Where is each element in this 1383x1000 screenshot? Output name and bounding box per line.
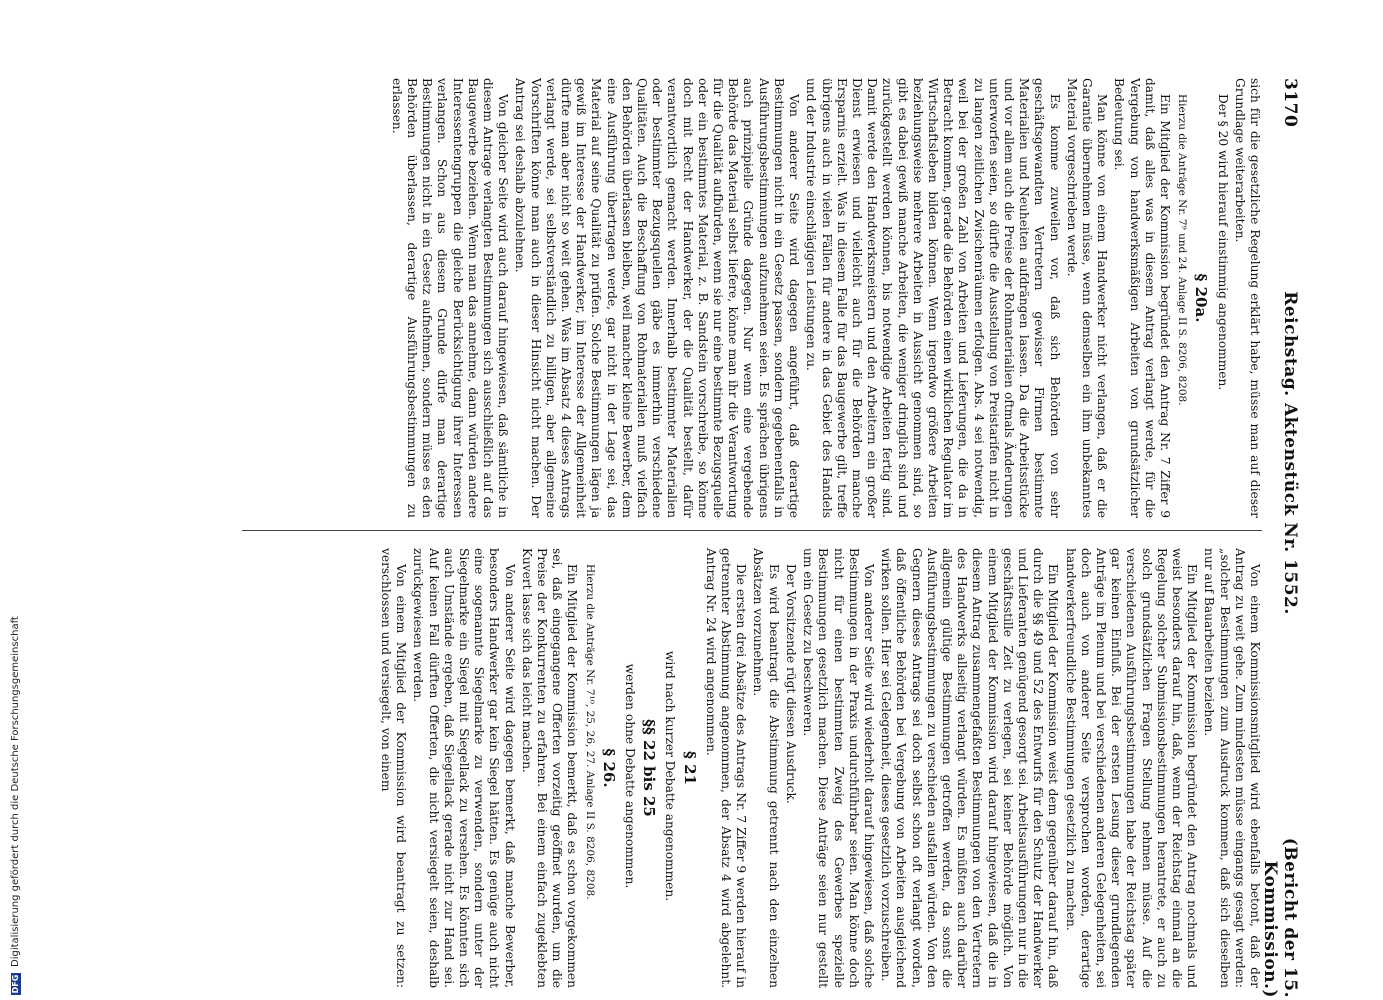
dfg-logo: DFG [10, 974, 20, 994]
paragraph: Der § 20 wird hierauf einstimmig angenommen. [1215, 94, 1230, 391]
section-heading: § 26. [599, 748, 618, 788]
paragraph: Von anderer Seite wird dagegen angeführt, daß derartige Bestimmungen nicht in ein Gesetz passen, sondern gegebenenfalls in Ausführungsbestimmungen aufzunehmen seien. Es sprächen übrigens auch prinzipielle Gründe dagegen. Nur wenn eine vergebende Behörde das Material selbst liefere, könne man ihr die Verantwortung für die Qualität aufbürden, wenn sie nur eine bestimmte Bezugsquelle oder ein bestimmtes Material, z. B. Sandstein vorschreibe, so könne doch mit Recht der Handwerker, der die Qualität bestellt, dafür verantwortlich gemacht werden. Innerhalb bestimmter Materialien oder bestimmter Bezugsquellen gäbe es immerhin verschiedene Qualitäten. Auch die Beschaffung von Rohmaterialien muß vielfach den Behörden überlassen bleiben, weil mancher kleine Bewerber, dem eine Ausführung übertragen werde, gar nicht in der Lage sei, das Material auf seine Qualität zu prüfen. Solche Bestimmungen lägen ja gewiß im Interesse der Handwerker, im Interesse der Allgemeinheit dürfte man aber nicht so weit gehen. Was im Absatz 4 dieses Antrags verlangt werde, sei selbstverständlich zu billigen, aber allgemeine Vorschriften könne man auch in dieser Hinsicht nicht machen. Der Antrag sei deshalb abzulehnen. [513, 78, 802, 518]
paragraph: Die ersten drei Absätze des Antrags Nr. 7 Ziffer 9 werden hierauf in getrennter Abstimmung angenommen, der Absatz 4 wird abgelehnt. Antrag Nr. 24 wird angenommen. [703, 548, 749, 988]
section-heading: §§ 22 bis 25 [640, 719, 659, 817]
paragraph: Ein Mitglied der Kommission begründet den Antrag nochmals und weist besonders darauf hin, daß, wenn der Reichstag einmal an die Regelung solcher Submissionsbestimmungen herantrete, er auch zu solch grundsätzlichen Fragen Stellung nehmen müsse. Auf die verschiedenen Ausführungsbestimmungen habe der Reichstag später gar keinen Einfluß. Bei der ersten Lesung dieser grundlegenden Anträge im Plenum und bei verschiedenen anderen Gelegenheiten, sei doch auch von anderer Seite versprochen worden, derartige handwerkerfreundliche Bestimmungen gesetzlich zu machen. [1063, 548, 1200, 988]
page-header [1260, 78, 1300, 998]
paragraph: Von anderer Seite wird dagegen bemerkt, daß manche Bewerber, besonders Handwerker gar kein Siegel hätten. Es genüge auch nicht eine sogenannte Siegelmarke zu verwenden, sondern unter der Siegelmarke ein Siegel mit Siegellack zu versehen. Es könnten sich auch Umstände ergeben, daß Siegellack gerade nicht zur Hand sei. Auf keinen Fall dürften Offerten, die nicht versiegelt seien, deshalb zurückgewiesen werden. [411, 548, 517, 988]
section-note: Hierzu die Anträge Nr. 7⁹ und 24. Anlage II S. 8206, 8208. [1176, 94, 1189, 406]
digitization-credit [10, 616, 21, 995]
left-column [387, 78, 1262, 518]
section-text: werden ohne Debatte angenommen. [623, 663, 638, 889]
section-note: Hierzu die Anträge Nr. 7¹⁰, 25, 26, 27. Anlage II S. 8206, 8208. [583, 564, 596, 900]
paragraph: Von anderer Seite wird wiederholt darauf hingewiesen, daß solche Bestimmungen in der Praxis undurchführbar seien. Man könne doch nicht für einen bestimmten Zweig des Gewerbes spezielle Bestimmungen gesetzlich machen. Diese Anträge seien nur gestellt um ein Gesetz zu beschweren. [801, 548, 876, 988]
document-page [80, 78, 1300, 998]
page-title: Reichstag. Aktenstück Nr. 1552. [1280, 291, 1300, 615]
paragraph: Es komme zuweilen vor, daß sich Behörden von sehr geschäftsgewandten Vertretern gewisser Firmen bestimmte Materialien und Neuheiten aufdrängen lassen. Da die Arbeitsstücke und vor allem auch die Preise der Rohmaterialien oftmals Änderungen unterworfen seien, so dürfte die Ausstellung von Preistarifen nicht in zu langen zeitlichen Zwischenräumen erfolgen. Abs. 4 sei notwendig, weil bei der großen Zahl von Arbeiten und Lieferungen, die da in Betracht kommen, gerade die Behörden einen wirklichen Regulator im Wirtschaftsleben bilden können. Wenn irgendwo größere Arbeiten beziehungsweise mehrere Arbeiten in Aussicht genommen sind, so gibt es dabei gewiß manche Arbeiten, die weniger dringlich sind und zurückgestellt werden können, bis notwendige Arbeiten fertig sind. Damit werde den Handwerksmeistern und den Arbeitern ein großer Dienst erwiesen und vielleicht auch für die Behörden manche Ersparnis erzielt. Was in diesem Falle für das Baugewerbe gilt, treffe übrigens auch in vielen Fällen für andere in das Gebiet des Handels und der Industrie einschlägigen Leistungen zu. [804, 78, 1062, 518]
paragraph: Von gleicher Seite wird auch darauf hingewiesen, daß sämtliche in diesem Antrage verlangten Bestimmungen sich ausschließlich auf das Baugewerbe beziehen. Wenn man das annehme, dann würden andere Interessentengruppen die gleiche Berücksichtigung ihrer Interessen verlangen. Schon aus diesem Grunde dürfe man derartige Bestimmungen nicht in ein Gesetz aufnehmen, sondern müsse es den Behörden überlassen, derartige Ausführungsbestimmungen zu erlassen. [389, 78, 511, 518]
section-heading: § 21 [680, 751, 699, 785]
page-number: 3170 [1280, 78, 1300, 128]
section-text: wird nach kurzer Debatte angenommen. [663, 650, 678, 902]
paragraph: sich für die gesetzliche Regelung erklärt habe, müsse man auf dieser Grundlage weiterarbeiten. [1232, 78, 1262, 518]
paragraph: Ein Mitglied der Kommission bemerkt, daß es schon vorgekommen sei, daß eingegangene Offerten vorzeitig geöffnet wurden, um die Preise der Konkurrenten zu erfahren. Bei einem einfach zugeklebten Kuvert lasse sich das leicht machen. [519, 548, 580, 988]
page-subtitle: (Bericht der 15. Kommission.) [1260, 837, 1300, 998]
paragraph: Ein Mitglied der Kommission weist dem gegenüber darauf hin, daß durch die §§ 49 und 52 des Entwurfs für den Schutz der Handwerker und Lieferanten genügend gesorgt sei. Arbeitsausführungen nur in die geschäftsstille Zeit zu verlegen, sei keiner Behörde möglich. Von einem Mitglied der Kommission wird darauf hingewiesen, daß die in diesem Antrag zusammengefaßten Bestimmungen von den Vertretern des Handwerks allseitig verlangt würden. Es müßten auch darüber allgemein gültige Bestimmungen getroffen werden, da sonst die Ausführungsbestimmungen zu verschieden ausfallen würden. Von den Gegnern dieses Antrags sei doch selbst schon oft verlangt worden, daß öffentliche Behörden bei Vergebung von Arbeiten ausgleichend wirken sollen. Hier sei Gelegenheit, dieses gesetzlich vorzuschreiben. [879, 548, 1061, 988]
section-heading: § 20a. [1192, 273, 1211, 323]
right-column [376, 548, 1262, 988]
paragraph: Der Vorsitzende rügt diesen Ausdruck. [783, 564, 798, 804]
column-divider [242, 530, 1262, 531]
paragraph: Ein Mitglied der Kommission begründet den Antrag Nr. 7 Ziffer 9 damit, daß alles was in diesem Antrag verlangt werde, für die Vergebung von handwerksmäßigen Arbeiten von grundsätzlicher Bedeutung sei. [1112, 78, 1172, 518]
credit-text: Digitalisierung gefördert durch die Deutsche Forschungsgemeinschaft [10, 616, 21, 967]
paragraph: Es wird beantragt die Abstimmung getrennt nach den einzelnen Absätzen vorzunehmen. [751, 548, 781, 988]
paragraph: Von einem Kommissionsmitglied wird ebenfalls betont, daß der Antrag zu weit gehe. Zum mindesten müsse eingangs gesagt werden: „solcher Bestimmungen zum Ausdruck kommen, daß sich dieselben nur auf Bauarbeiten beziehen. [1202, 548, 1262, 988]
paragraph: Von einem Mitglied der Kommission wird beantragt zu setzen: verschlossen und versiegelt, von einem [379, 548, 409, 988]
paragraph: Man könne von einem Handwerker nicht verlangen, daß er die Garantie übernehmen müsse, wenn demselben ein ihm unbekanntes Material vorgeschrieben werde. [1064, 78, 1110, 518]
